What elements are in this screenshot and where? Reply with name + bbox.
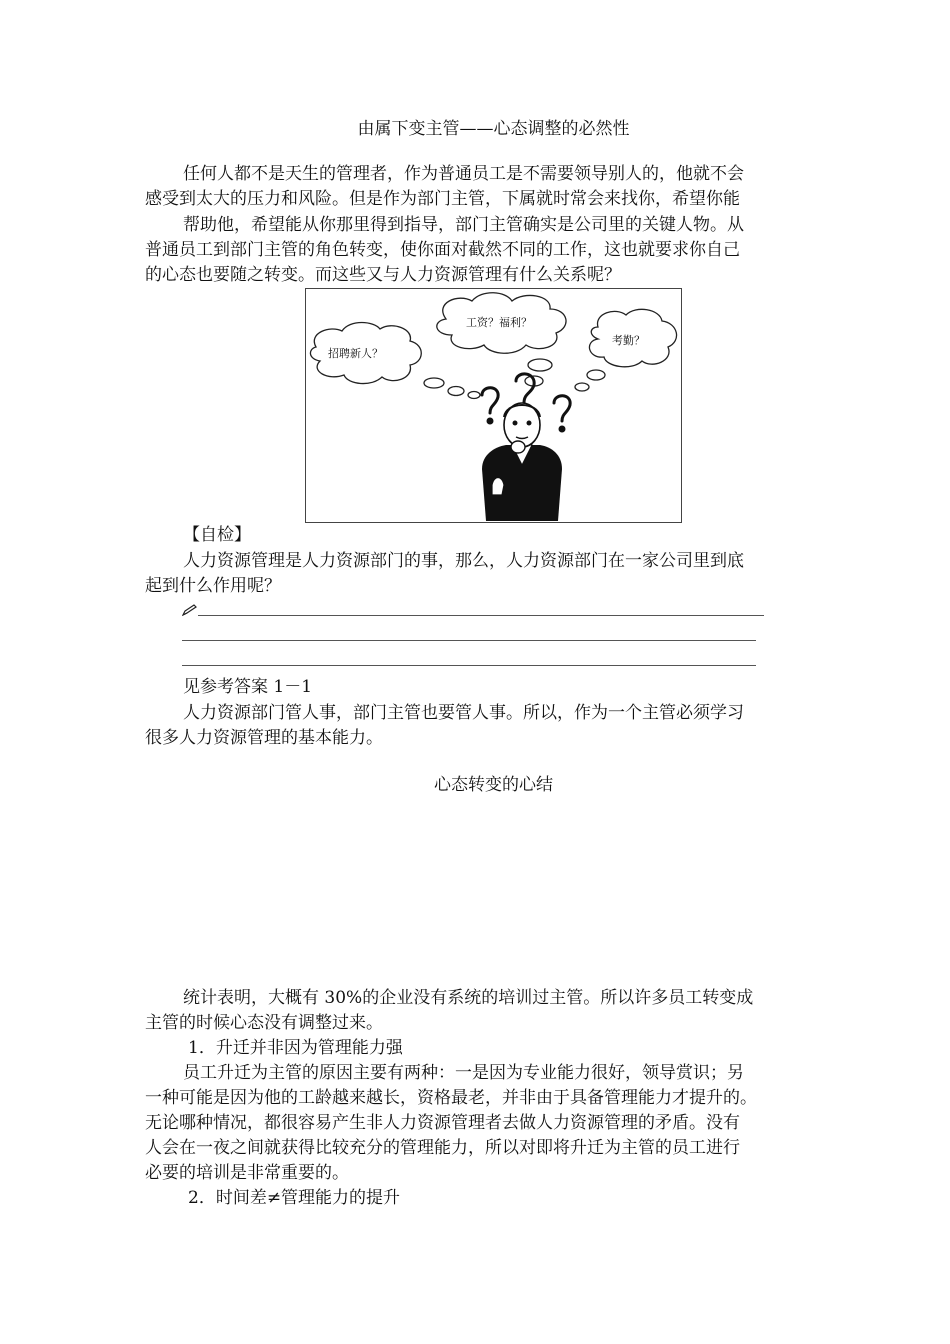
- point-1-line-3: 无论哪种情况，都很容易产生非人力资源管理者去做人力资源管理的矛盾。没有: [145, 1113, 740, 1133]
- bubble-left-text: 招聘新人？: [328, 347, 383, 360]
- self-check-question-1: 人力资源管理是人力资源部门的事，那么，人力资源部门在一家公司里到底: [183, 551, 744, 571]
- point-1-heading: 1．升迁并非因为管理能力强: [188, 1038, 403, 1058]
- point-1-line-4: 人会在一夜之间就获得比较充分的管理能力，所以对即将升迁为主管的员工进行: [145, 1138, 740, 1158]
- confused-manager-illustration: [306, 289, 681, 522]
- answer-line-2[interactable]: [182, 640, 756, 641]
- intro-line-1: 任何人都不是天生的管理者，作为普通员工是不需要领导别人的，他就不会: [183, 164, 744, 184]
- self-check-heading: 【自检】: [183, 525, 251, 545]
- point-1-line-1: 员工升迁为主管的原因主要有两种：一是因为专业能力很好，领导赏识；另: [183, 1063, 744, 1083]
- bubble-right-text: 考勤？: [612, 334, 645, 347]
- cartoon-figure: [305, 288, 682, 523]
- bubble-top-text: 工资？福利？: [466, 316, 532, 329]
- hr-paragraph-line-1: 人力资源部门管人事，部门主管也要管人事。所以，作为一个主管必须学习: [183, 703, 744, 723]
- hr-paragraph-line-2: 很多人力资源管理的基本能力。: [145, 728, 383, 748]
- answer-reference: 见参考答案 1－1: [183, 677, 313, 697]
- pencil-icon: [182, 603, 198, 617]
- thought-cloud-top: [437, 293, 566, 386]
- stats-line-1: 统计表明，大概有 30%的企业没有系统的培训过主管。所以许多员工转变成: [183, 988, 754, 1008]
- answer-line-1[interactable]: [198, 615, 764, 616]
- thought-cloud-right: [575, 309, 677, 391]
- intro-line-5: 的心态也要随之转变。而这些又与人力资源管理有什么关系呢？: [145, 265, 621, 285]
- point-1-line-5: 必要的培训是非常重要的。: [145, 1163, 349, 1183]
- intro-line-2: 感受到太大的压力和风险。但是作为部门主管，下属就时常会来找你，希望你能: [145, 189, 740, 209]
- stats-line-2: 主管的时候心态没有调整过来。: [145, 1013, 383, 1033]
- intro-line-4: 普通员工到部门主管的角色转变，使你面对截然不同的工作，这也就要求你自己: [145, 240, 740, 260]
- intro-line-3: 帮助他，希望能从你那里得到指导，部门主管确实是公司里的关键人物。从: [183, 215, 744, 235]
- answer-line-3[interactable]: [182, 665, 756, 666]
- point-1-line-2: 一种可能是因为他的工龄越来越长，资格最老，并非由于具备管理能力才提升的。: [145, 1088, 757, 1108]
- page-title: 由属下变主管——心态调整的必然性: [357, 119, 630, 139]
- point-2-heading: 2．时间差≠管理能力的提升: [188, 1188, 401, 1208]
- self-check-question-2: 起到什么作用呢？: [145, 576, 281, 596]
- section-subtitle: 心态转变的心结: [434, 775, 553, 795]
- thinking-person-icon: [482, 403, 562, 521]
